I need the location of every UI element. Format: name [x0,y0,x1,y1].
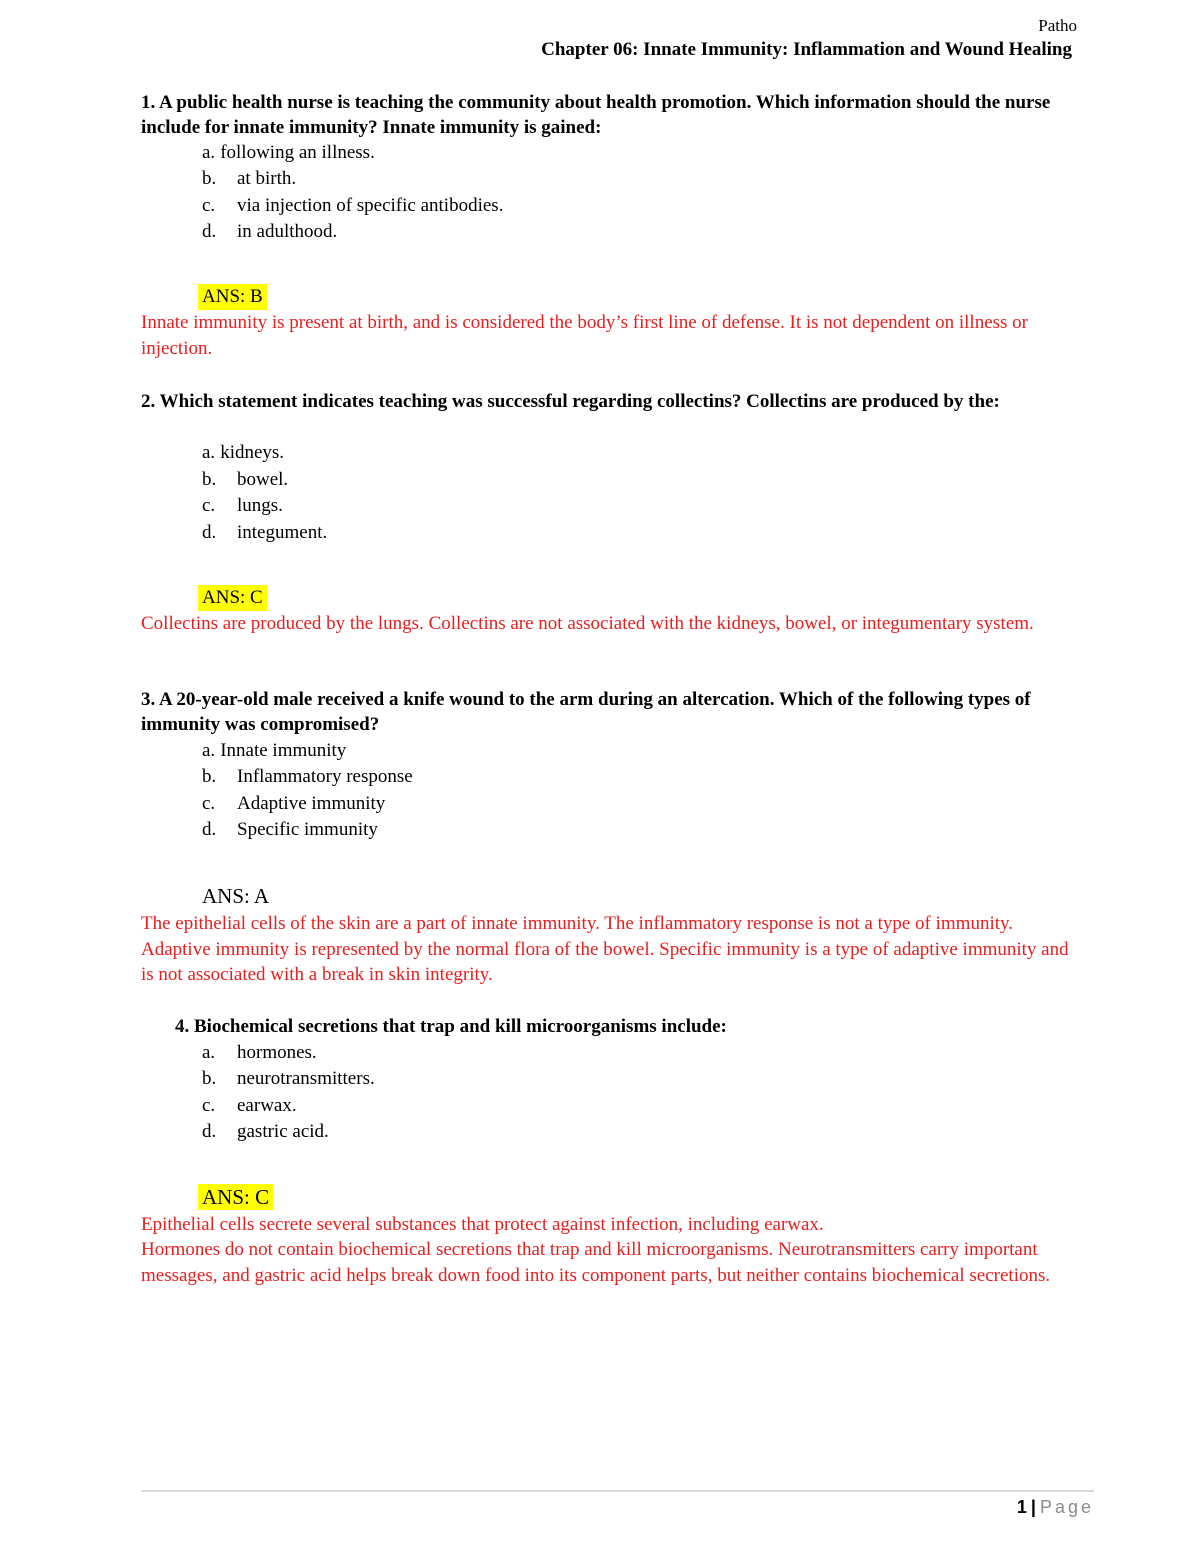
question-2-rationale: Collectins are produced by the lungs. Collectins are not associated with the kidneys, bowel, or integumentary system. [141,613,1034,634]
option-letter: a. [202,1042,216,1063]
option-letter: c. [202,793,216,814]
question-2-stem: 2. Which statement indicates teaching was successful regarding collectins? Collectins are produced by the: [141,391,1000,412]
option-letter: a. [202,142,216,163]
option-text: bowel. [237,469,289,490]
option-text: neurotransmitters. [237,1068,375,1089]
question-3-option-c [202,791,385,817]
option-letter: c. [202,1095,216,1116]
option-letter: d. [202,522,217,543]
question-2-option-b [202,467,288,493]
question-1-option-b [202,166,296,192]
question-1-option-c [202,193,503,219]
question-3-option-d [202,817,378,843]
question-4-option-c [202,1093,297,1119]
question-4-stem: 4. Biochemical secretions that trap and kill microorganisms include: [175,1016,727,1037]
question-3-option-b [202,764,413,790]
question-1-option-a [202,140,375,166]
question-2-answer: ANS: C [198,585,267,611]
option-text: at birth. [237,168,297,189]
question-4-answer: ANS: C [198,1184,273,1210]
footer-divider [141,1490,1094,1492]
header-course: Patho [1038,16,1077,35]
option-text: via injection of specific antibodies. [237,195,504,216]
option-text: gastric acid. [237,1121,329,1142]
question-3-option-a [202,738,346,764]
question-2-option-a [202,440,284,466]
page-label: Page [1039,1497,1094,1517]
option-letter: d. [202,1121,217,1142]
question-1-stem: 1. A public health nurse is teaching the community about health promotion. Which information should the nurse include for innate immunity? Innate immunity is gained: [141,92,1051,138]
question-3-answer: ANS: A [202,884,270,908]
option-letter: c. [202,195,216,216]
question-4-option-a [202,1040,317,1066]
option-letter: a. [202,442,216,463]
option-text: lungs. [237,495,283,516]
question-2-option-d [202,520,327,546]
question-2-option-c [202,493,283,519]
question-1-rationale: Innate immunity is present at birth, and is considered the body’s first line of defense. It is not dependent on illness or injection. [141,312,1029,359]
question-4-rationale-continued: Hormones do not contain biochemical secretions that trap and kill microorganisms. Neurotransmitters carry important messages, and gastric acid helps break down food into its component parts, but neither contains biochemical secretions. [141,1239,1051,1286]
option-text: in adulthood. [237,221,338,242]
page-footer [1017,1497,1094,1518]
page-separator: | [1030,1497,1036,1517]
option-text: hormones. [237,1042,317,1063]
option-text: Specific immunity [237,819,378,840]
option-letter: c. [202,495,216,516]
option-text: Adaptive immunity [237,793,386,814]
option-letter: b. [202,469,217,490]
option-letter: d. [202,819,217,840]
option-text: kidneys. [220,442,285,463]
option-text: Inflammatory response [237,766,413,787]
option-letter: b. [202,168,217,189]
option-text: following an illness. [220,142,375,163]
question-3-rationale: The epithelial cells of the skin are a part of innate immunity. The inflammatory response is not a type of immunity. Adaptive immunity is represented by the normal flora of the bowel. Specific immunity is a type of adaptive immunity and is not associated with a break in skin integrity. [141,913,1069,985]
question-1-option-d [202,219,337,245]
option-letter: b. [202,766,217,787]
question-1-answer: ANS: B [198,284,267,310]
header-chapter-title: Chapter 06: Innate Immunity: Inflammation and Wound Healing [541,39,1072,60]
option-letter: b. [202,1068,217,1089]
question-3-stem: 3. A 20-year-old male received a knife wound to the arm during an altercation. Which of the following types of immunity was compromised? [141,689,1031,735]
page-number: 1 [1016,1497,1027,1517]
question-4-rationale: Epithelial cells secrete several substances that protect against infection, including earwax. [141,1214,824,1235]
question-4-option-b [202,1066,375,1092]
option-text: Innate immunity [220,740,347,761]
option-letter: a. [202,740,216,761]
option-text: earwax. [237,1095,297,1116]
option-letter: d. [202,221,217,242]
question-4-option-d [202,1119,329,1145]
option-text: integument. [237,522,328,543]
